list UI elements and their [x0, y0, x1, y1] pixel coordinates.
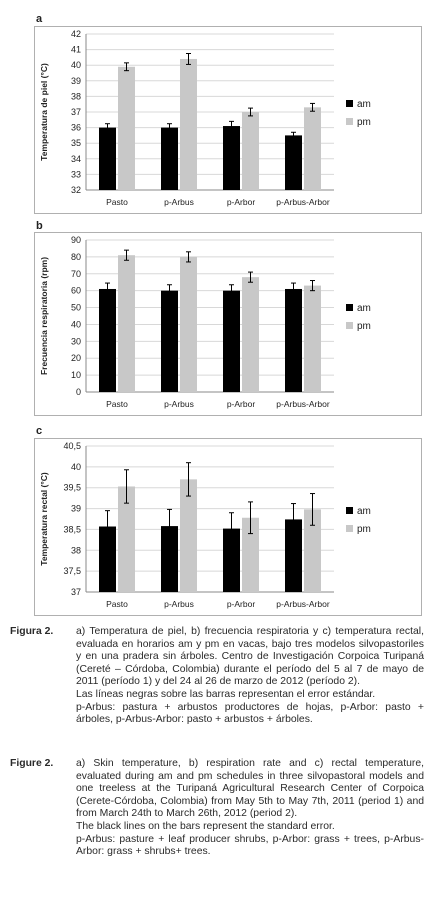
caption-es-abbrev: p-Arbus: pastura + arbustos productores de hojas, p-Arbor: pasto + árboles, p-Arbus-Arbor: pasto + arbustos + árboles.: [76, 701, 424, 726]
figure-caption-es: [10, 626, 424, 727]
legend-label-pm: pm: [357, 524, 371, 535]
caption-es-note: Las líneas negras sobre las barras representan el error estándar.: [76, 688, 376, 700]
y-tick-label: 20: [70, 353, 81, 364]
y-tick-label: 10: [70, 370, 81, 381]
x-tick-label: p-Arbus: [164, 599, 194, 609]
panel-letter-a: a: [36, 13, 43, 25]
y-tick-label: 70: [70, 268, 81, 279]
bar-am: [223, 126, 240, 190]
legend-label-am: am: [357, 506, 371, 517]
y-tick-label: 38: [70, 545, 81, 556]
y-tick-label: 39,5: [63, 482, 81, 493]
caption-es-label: Figura 2.: [10, 626, 54, 637]
y-tick-label: 0: [75, 387, 81, 397]
bar-am: [99, 128, 116, 190]
chart-c: [34, 438, 422, 616]
legend-swatch-am: [346, 507, 353, 514]
y-tick-label: 38: [70, 91, 81, 102]
x-tick-label: p-Arbus-Arbor: [276, 197, 330, 207]
legend-swatch-pm: [346, 322, 353, 329]
bar-pm: [180, 59, 197, 190]
x-tick-label: p-Arbor: [226, 599, 256, 609]
x-tick-label: Pasto: [106, 197, 128, 207]
bar-pm: [242, 277, 259, 392]
x-tick-label: p-Arbus: [164, 399, 194, 409]
legend-swatch-pm: [346, 118, 353, 125]
legend-label-am: am: [357, 303, 371, 314]
y-tick-label: 60: [70, 285, 81, 296]
y-axis-label: Frecuencia respiratoria (rpm): [39, 256, 49, 376]
bar-pm: [242, 112, 259, 190]
figure-caption-en: [10, 758, 424, 859]
bar-pm: [118, 67, 135, 190]
y-tick-label: 38,5: [63, 524, 81, 535]
y-tick-label: 39: [70, 503, 81, 514]
y-tick-label: 39: [70, 75, 81, 86]
y-tick-label: 41: [70, 44, 81, 55]
y-tick-label: 30: [70, 336, 81, 347]
x-tick-label: p-Arbus: [164, 197, 194, 207]
legend-swatch-am: [346, 100, 353, 107]
x-tick-label: p-Arbus-Arbor: [276, 599, 330, 609]
legend-swatch-am: [346, 304, 353, 311]
bar-am: [223, 291, 240, 392]
chart-panel-b: [34, 232, 422, 416]
panel-letter-c: c: [36, 425, 43, 437]
y-tick-label: 42: [70, 29, 81, 39]
bar-pm: [180, 257, 197, 392]
chart-panel-a: [34, 26, 422, 214]
bar-pm: [118, 255, 135, 392]
bar-am: [161, 128, 178, 190]
y-tick-label: 40,5: [63, 441, 81, 451]
x-tick-label: p-Arbus-Arbor: [276, 399, 330, 409]
y-axis-label: Temperatura de piel (°C): [39, 63, 49, 161]
y-tick-label: 80: [70, 251, 81, 262]
bar-pm: [304, 107, 321, 190]
y-tick-label: 34: [70, 153, 81, 164]
bar-am: [99, 289, 116, 392]
caption-en-body: [76, 758, 424, 859]
y-tick-label: 32: [70, 185, 81, 195]
caption-en-note: The black lines on the bars represent the standard error.: [76, 820, 335, 832]
caption-es-text: a) Temperatura de piel, b) frecuencia respiratoria y c) temperatura rectal, evaluada en horarios am y pm en vacas, bajo tres modelos silvopastoriles y en una pradera sin árboles. Centro de Investigación Corpoica Turipaná (Cereté – Córdoba, Colombia) durante el período del 5 al 7 de mayo de 2011 (período 1) y del 24 al 26 de marzo de 2012 (período 2).: [76, 626, 424, 688]
y-tick-label: 40: [70, 60, 81, 71]
legend-swatch-pm: [346, 525, 353, 532]
x-tick-label: Pasto: [106, 599, 128, 609]
legend-label-pm: pm: [357, 321, 371, 332]
x-tick-label: p-Arbor: [226, 399, 256, 409]
chart-panel-c: [34, 438, 422, 616]
x-tick-label: Pasto: [106, 399, 128, 409]
y-tick-label: 40: [70, 461, 81, 472]
legend-label-am: am: [357, 99, 371, 110]
y-axis-label: Temperatura rectal (°C): [39, 472, 49, 566]
caption-es-body: [76, 626, 424, 727]
panel-letter-b: b: [36, 220, 43, 232]
y-tick-label: 37: [70, 587, 81, 597]
y-tick-label: 50: [70, 302, 81, 313]
caption-en-text: a) Skin temperature, b) respiration rate and c) rectal temperature, evaluated during am and pm schedules in three silvopastoral models and one treeless at the Turipaná Agricultural Research Center of Corpoica (Cerete-Córdoba, Colombia) from May 5th to May 7th, 2011 (period 1) and from March 24th to March 26th, 2012 (period 2).: [76, 758, 424, 820]
y-tick-label: 35: [70, 138, 81, 149]
y-tick-label: 37,5: [63, 566, 81, 577]
y-tick-label: 33: [70, 169, 81, 180]
y-tick-label: 36: [70, 122, 81, 133]
y-tick-label: 90: [70, 235, 81, 245]
chart-a: [34, 26, 422, 214]
bar-am: [161, 291, 178, 392]
chart-b: [34, 232, 422, 416]
bar-am: [285, 289, 302, 392]
legend-label-pm: pm: [357, 117, 371, 128]
x-tick-label: p-Arbor: [226, 197, 256, 207]
caption-en-label: Figure 2.: [10, 758, 54, 769]
y-tick-label: 37: [70, 107, 81, 117]
caption-en-abbrev: p-Arbus: pasture + leaf producer shrubs, p-Arbor: grass + trees, p-Arbus-Arbor: grass + shrubs+ trees.: [76, 833, 424, 858]
bar-pm: [304, 286, 321, 392]
y-tick-label: 40: [70, 319, 81, 330]
bar-am: [285, 135, 302, 190]
